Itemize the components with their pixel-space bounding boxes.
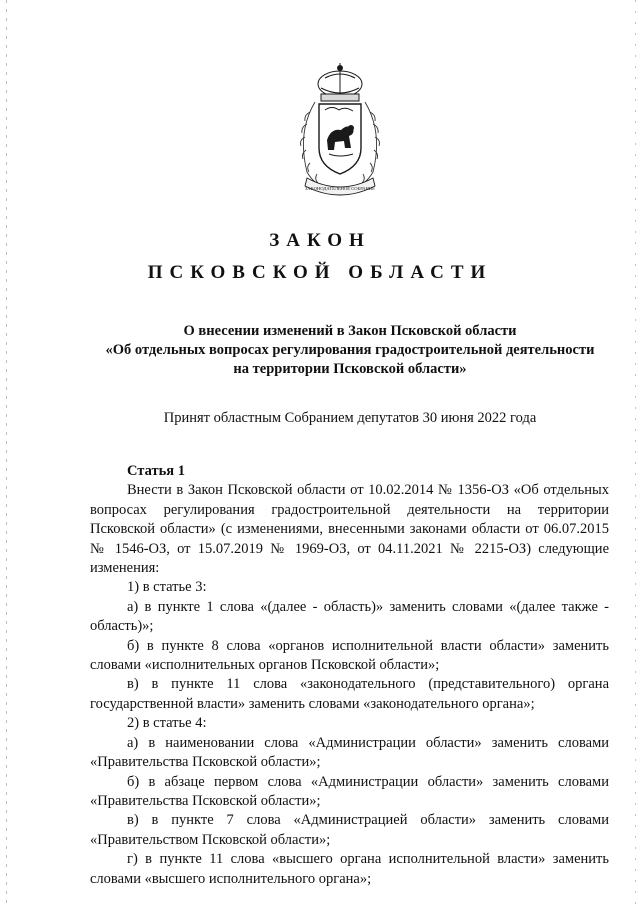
- document-title: ЗАКОН: [269, 230, 371, 251]
- article-paragraph: г) в пункте 11 слова «высшего органа исполнительной власти» заменить словами «высшего исполнительного органа»;: [90, 851, 609, 887]
- article-paragraph: в) в пункте 7 слова «Администрацией области» заменить словами «Правительством Псковской области»;: [90, 812, 609, 848]
- ribbon-text: ЗАКОНОДАТЕЛЬНОЕ СОБРАНИЕ: [305, 186, 375, 191]
- adoption-note: Принят областным Собранием депутатов 30 июня 2022 года: [163, 410, 537, 426]
- crown-icon: [318, 63, 362, 101]
- coat-of-arms-emblem: [285, 62, 395, 202]
- document-region: ПСКОВСКОЙ ОБЛАСТИ: [147, 262, 493, 283]
- article-paragraph: б) в пункте 8 слова «органов исполнительной власти области» заменить словами «исполнительных органов Псковской области»;: [90, 637, 609, 674]
- article-paragraph: а) в пункте 1 слова «(далее - область)» заменить словами «(далее также - область)»;: [90, 598, 609, 635]
- article-title: Статья 1: [127, 463, 185, 479]
- article-paragraph: в) в пункте 11 слова «законодательного (представительного) органа государственной власти» заменить словами «законодательного органа»;: [90, 676, 609, 712]
- article-paragraph: а) в наименовании слова «Администрации области» заменить словами «Правительства Псковской области»;: [90, 734, 609, 771]
- subject-line: на территории Псковской области»: [233, 361, 467, 377]
- scan-edge-right: [635, 0, 636, 905]
- article-paragraph: 1) в статье 3:: [127, 579, 207, 596]
- article-paragraph: Внести в Закон Псковской области от 10.02.2014 № 1356-ОЗ «Об отдельных вопросах регулирования градостроительной деятельности на территории Псковской области» (с изменениями, внесенными законами области от 06.07.2015 № 1546-ОЗ, от 15.07.2019 № 1969-ОЗ, от 04.11.2021 № 2215-ОЗ) следующие изменения:: [90, 482, 609, 577]
- article-body: [90, 462, 609, 889]
- subject-line: О внесении изменений в Закон Псковской области: [183, 323, 517, 339]
- subject-line: «Об отдельных вопросах регулирования градостроительной деятельности: [105, 342, 595, 358]
- article-paragraph: 2) в статье 4:: [127, 715, 207, 732]
- scan-edge-left: [6, 0, 7, 905]
- law-subject: [60, 322, 640, 379]
- shield-icon: [319, 104, 361, 174]
- ribbon-icon: [305, 178, 375, 195]
- article-paragraph: б) в абзаце первом слова «Администрации области» заменить словами «Правительства Псковской области»;: [90, 773, 609, 809]
